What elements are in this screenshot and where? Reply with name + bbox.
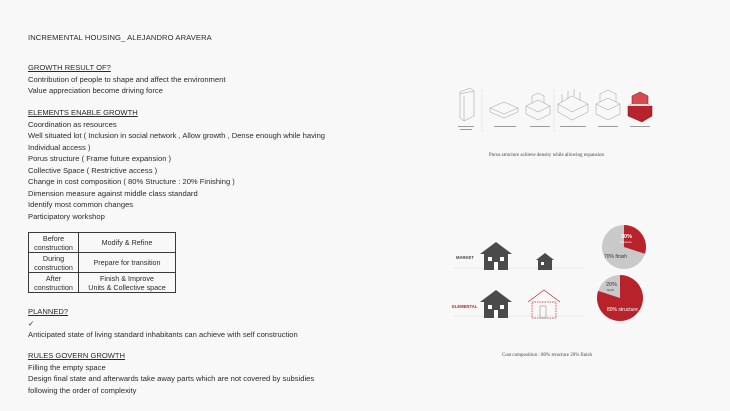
section-heading: ELEMENTS ENABLE GROWTH — [28, 108, 138, 117]
page-title: INCREMENTAL HOUSING_ ALEJANDRO ARAVERA — [28, 33, 212, 42]
text-line: Value appreciation become driving force — [28, 86, 163, 95]
text-line: Coordination as resources — [28, 119, 117, 129]
cell-text: Before — [42, 233, 65, 243]
figure-caption: Porus structure achieve density while allowing expansion — [489, 153, 604, 158]
house-label-market: MARKET — [456, 255, 474, 260]
text-line: Well situated lot ( Inclusion in social network , Allow growth , Dense enough while having — [28, 131, 326, 140]
table-row — [29, 233, 176, 253]
cell-text: Units & Collective space — [88, 282, 166, 292]
text-line: Porus structure ( Frame future expansion ) — [28, 154, 172, 163]
table-cell-phase — [29, 273, 79, 293]
table-row — [29, 273, 176, 293]
cell-text: After — [45, 273, 62, 283]
table-cell-action — [79, 253, 176, 273]
elemental-house-icon — [480, 290, 560, 318]
text-line: Contribution of people to shape and affect the environment — [28, 74, 226, 84]
red-expansion-units — [628, 92, 652, 122]
cell-text: Modify & Refine — [101, 238, 153, 247]
pie-chart-market — [602, 225, 646, 269]
text-line: Identify most common changes — [28, 200, 134, 209]
text-line: Filling the empty space — [28, 362, 106, 372]
section-growth-result — [28, 62, 225, 97]
table-cell-action — [79, 273, 176, 293]
pie-label-bottom: 80% structure — [607, 307, 638, 313]
porous-structure-diagram — [452, 86, 660, 136]
pie-label-top-sub: structure — [620, 240, 632, 244]
text-line: Individual access ) — [28, 142, 91, 152]
market-house-icon — [480, 242, 554, 270]
cell-text: construction — [34, 242, 73, 252]
section-elements-enable-growth — [28, 107, 325, 222]
section-heading: RULES GOVERN GROWTH — [28, 351, 126, 360]
pie-label-top: 30% — [621, 234, 633, 240]
text-line: following the order of complexity — [28, 385, 137, 395]
text-line: Participatory workshop — [28, 211, 105, 221]
pie-label-top-sub: finish — [607, 288, 615, 292]
text-line: Dimension measure against middle class standard — [28, 188, 198, 198]
text-line: Design final state and afterwards take away parts which are not covered by subsidies — [28, 374, 315, 383]
section-heading: PLANNED? — [28, 307, 69, 316]
cell-text: Finish & Improve — [100, 273, 154, 283]
table-row — [29, 253, 176, 273]
house-label-elemental: ELEMENTAL — [452, 304, 478, 309]
section-planned — [28, 306, 298, 341]
cell-text: Prepare for transition — [93, 258, 161, 267]
table-cell-phase — [29, 233, 79, 253]
construction-phase-table — [28, 232, 176, 293]
section-rules-govern-growth — [28, 350, 314, 396]
pie-label-bottom: 70% finish — [604, 254, 628, 260]
pie-chart-elemental — [597, 275, 643, 321]
cost-composition-diagram — [444, 216, 664, 336]
cell-text: construction — [34, 282, 73, 292]
cell-text: During — [42, 253, 65, 263]
checkmark-icon: ✓ — [28, 318, 35, 328]
text-line: Anticipated state of living standard inhabitants can achieve with self construction — [28, 330, 298, 339]
table-cell-action — [79, 233, 176, 253]
figure-caption: Cost composition : 80% structure 20% finish — [502, 353, 592, 358]
text-line: Collective Space ( Restrictive access ) — [28, 165, 158, 175]
pie-label-top: 20% — [606, 282, 618, 288]
cell-text: construction — [34, 262, 73, 272]
section-heading: GROWTH RESULT OF? — [28, 63, 111, 72]
table-cell-phase — [29, 253, 79, 273]
text-line: Change in cost composition ( 80% Structure : 20% Finishing ) — [28, 177, 235, 186]
